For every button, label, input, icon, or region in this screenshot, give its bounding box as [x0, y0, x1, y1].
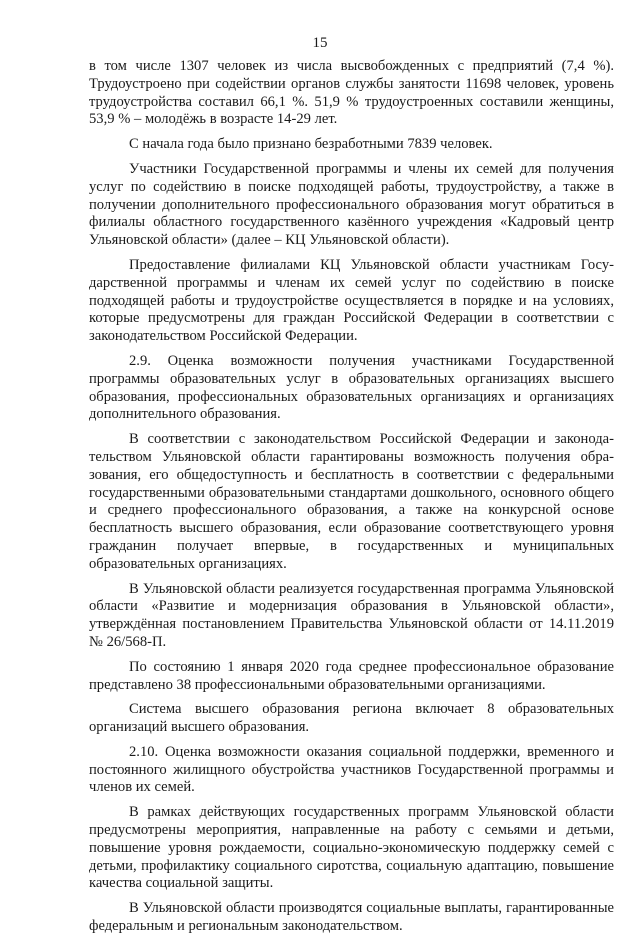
document-body: [89, 58, 614, 943]
paragraph-social-programs: В рамках действующих государственных программ Ульяновской области предусмотрены мероприятия, направленные на работу с семьями и детьми, повышение уровня рождаемости, социально-экономическую поддержку семей с детьми, профилактику социального сиротства, социальную адаптацию, повышение качества социальной защиты.: [89, 804, 614, 892]
paragraph-unemployed-count: С начала года было признано безработными 7839 человек.: [129, 136, 493, 153]
paragraph-vocational-education: По состоянию 1 января 2020 года среднее профессиональное образование представлено 38 профессиональными образовательными организациями.: [89, 658, 614, 693]
paragraph-employment-services: Участники Государственной программы и члены их семей для получения услуг по содействию в поиске подходящей работы, трудоустройству, а также в получении дополнительного профессионального образования могут обратиться в филиалы областного государственного казённого учреждения «Кадровый центр Ульяновской области» (далее – КЦ Ульяновской области).: [89, 160, 614, 249]
paragraph-education-guarantees: В соответствии с законодательством Российской Федерации и законодательством Ульяновской области гарантированы возможность получения образования, его общедоступность и бесплатность в соответствии с федеральными государственными образовательными стандартами дошкольного, основного общего и среднего профессионального образования, а также на конкурсной основе бесплатность высшего образования, если образование соответствующего уровня гражданин получает впервые, в государственных и муниципальных образовательных организациях.: [89, 431, 614, 572]
paragraph-education-program: В Ульяновской области реализуется государственная программа Ульяновской области «Развитие и модернизация образования в Ульяновской области», утверждённая постановлением Правительства Ульяновской области от 14.11.2019 № 26/568-П.: [89, 580, 614, 650]
section-heading-2-10: 2.10. Оценка возможности оказания социальной поддержки, временного и постоянного жилищного обустройства участников Государственной программы и членов их семей.: [89, 743, 614, 796]
paragraph-employment-stats: в том числе 1307 человек из числа высвобожденных с предприятий (7,4 %). Трудоустроено при содействии органов службы занятости 11698 человек, уровень трудоустройства составил 66,1 %. 51,9 % трудоустроенных составили женщины, 53,9 % – молодёжь в возрасте 14-29 лет.: [89, 58, 614, 128]
paragraph-higher-education: Система высшего образования региона включает 8 образовательных организаций высшего образования.: [89, 701, 614, 736]
page-number: 15: [312, 35, 328, 51]
section-heading-2-9: 2.9. Оценка возможности получения участниками Государственной программы образовательных услуг в образовательных организациях высшего образования, профессиональных образовательных организациях и организациях дополнительного образования.: [89, 352, 614, 423]
paragraph-social-payments: В Ульяновской области производятся социальные выплаты, гарантированные федеральным и региональным законодательством.: [89, 900, 614, 935]
paragraph-service-provision: Предоставление филиалами КЦ Ульяновской области участникам Государственной программы и членам их семей услуг по содействию в поиске подходящей работы и трудоустройстве осуществляется в порядке и на условиях, которые предусмотрены для граждан Российской Федерации в соответствии с законодательством Российской Федерации.: [89, 256, 614, 345]
